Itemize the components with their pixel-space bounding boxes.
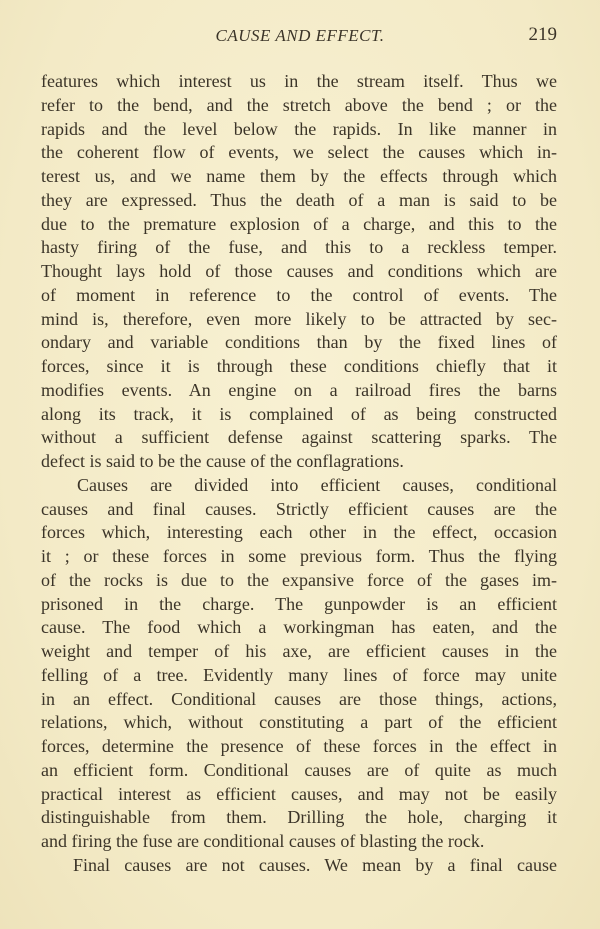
text-line: practical interest as efficient causes, and may not be easily (41, 783, 557, 804)
text-line: Thought lays hold of those causes and conditions which are (41, 261, 557, 281)
text-line: modifies events. An engine on a railroad fires the barns (41, 379, 557, 400)
text-line: prisoned in the charge. The gunpowder is an efficient (41, 593, 557, 614)
paragraph-start-line: Final causes are not causes. We mean by a final cause (73, 854, 557, 875)
text-line: in an effect. Conditional causes are those things, actions, (41, 688, 557, 709)
text-line: without a sufficient defense against scattering sparks. The (41, 427, 557, 448)
text-line: they are expressed. Thus the death of a man is said to be (41, 189, 557, 210)
paragraph-start-line: Causes are divided into efficient causes, conditional (77, 474, 557, 495)
page-number: 219 (528, 24, 557, 45)
text-line: refer to the bend, and the stretch above the bend ; or the (41, 94, 557, 115)
text-line: forces which, interesting each other in the effect, occasion (41, 522, 557, 543)
paragraph-end-line: and firing the fuse are conditional causes of blasting the rock. (41, 831, 485, 851)
text-line: felling of a tree. Evidently many lines of force may unite (41, 664, 557, 685)
text-line: of moment in reference to the control of events. The (41, 284, 557, 305)
text-line: forces, determine the presence of these forces in the effect in (41, 736, 557, 756)
running-title: CAUSE AND EFFECT. (215, 26, 385, 45)
text-line: cause. The food which a workingman has eaten, and the (41, 617, 557, 638)
text-line: the coherent flow of events, we select the causes which in- (41, 142, 557, 163)
paragraph-end-line: defect is said to be the cause of the conflagrations. (41, 451, 404, 471)
text-line: it ; or these forces in some previous form. Thus the flying (41, 546, 557, 566)
text-line: an efficient form. Conditional causes are of quite as much (41, 759, 557, 780)
text-line: due to the premature explosion of a charge, and this to the (41, 213, 557, 234)
body-text (41, 70, 557, 878)
text-line: hasty firing of the fuse, and this to a reckless temper. (41, 237, 557, 258)
text-line: terest us, and we name them by the effects through which (41, 166, 557, 186)
running-head (0, 24, 600, 48)
text-line: ondary and variable conditions than by the fixed lines of (41, 332, 557, 353)
text-line: mind is, therefore, even more likely to be attracted by sec- (41, 308, 557, 329)
text-line: rapids and the level below the rapids. In like manner in (41, 118, 557, 139)
text-line: features which interest us in the stream itself. Thus we (41, 71, 557, 91)
text-line: forces, since it is through these conditions chiefly that it (41, 356, 557, 376)
text-line: weight and temper of his axe, are efficient causes in the (41, 641, 557, 661)
text-line: along its track, it is complained of as being constructed (41, 403, 557, 424)
text-line: causes and final causes. Strictly efficient causes are the (41, 498, 557, 519)
text-line: distinguishable from them. Drilling the hole, charging it (41, 807, 557, 828)
text-line: of the rocks is due to the expansive force of the gases im- (41, 569, 557, 590)
text-line: relations, which, without constituting a part of the efficient (41, 712, 557, 733)
